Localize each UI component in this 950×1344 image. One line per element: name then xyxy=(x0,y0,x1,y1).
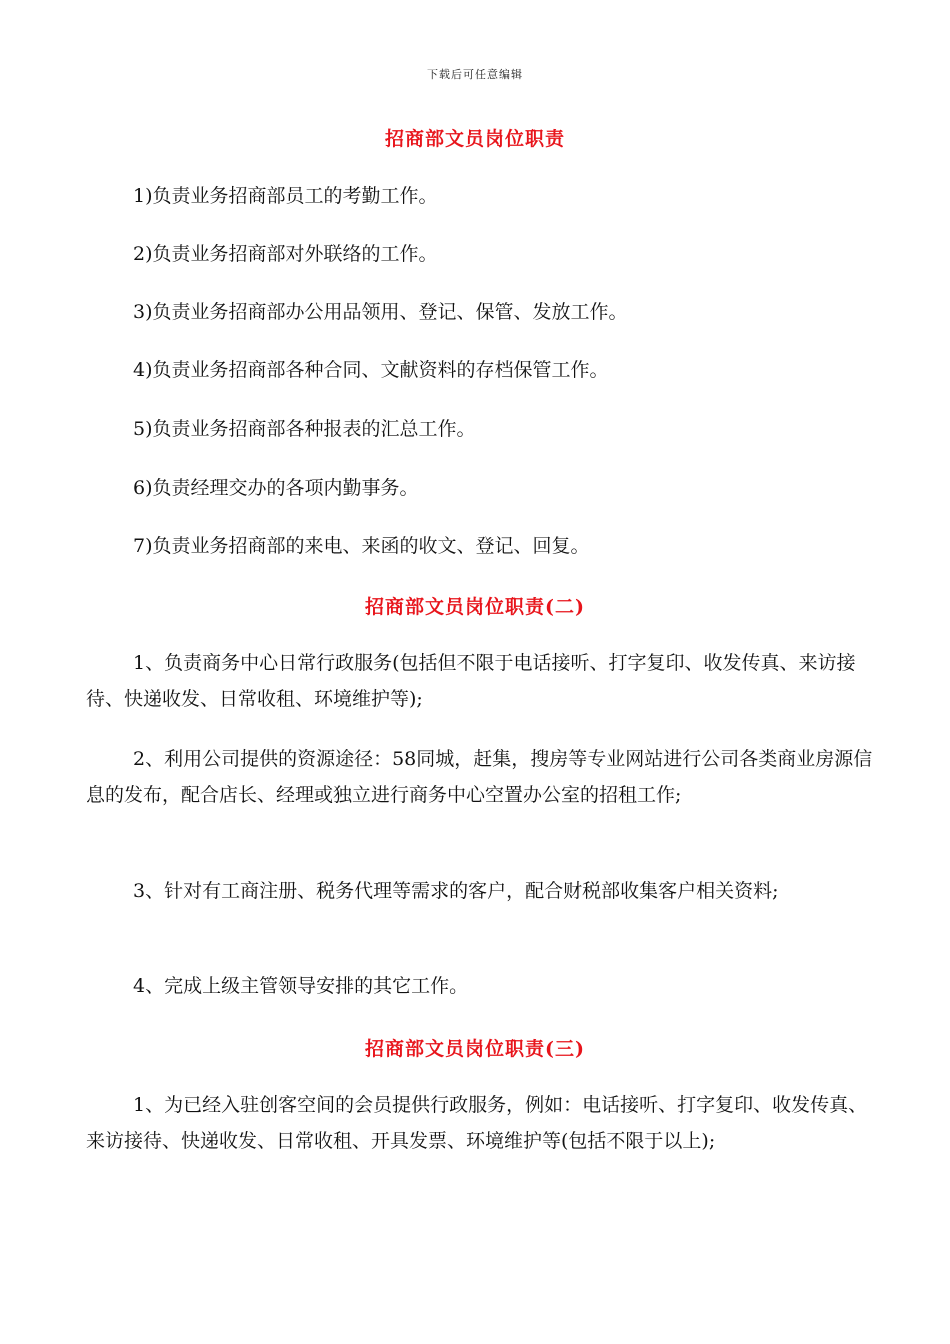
paragraph: 4、完成上级主管领导安排的其它工作。 xyxy=(133,975,469,997)
list-item: 2)负责业务招商部对外联络的工作。 xyxy=(133,243,438,265)
section-title: 招商部文员岗位职责(三) xyxy=(365,1038,585,1060)
list-item: 3)负责业务招商部办公用品领用、登记、保管、发放工作。 xyxy=(133,301,628,323)
list-item: 7)负责业务招商部的来电、来函的收文、登记、回复。 xyxy=(133,535,590,557)
list-item: 1)负责业务招商部员工的考勤工作。 xyxy=(133,185,438,207)
paragraph: 3、针对有工商注册、税务代理等需求的客户，配合财税部收集客户相关资料; xyxy=(133,880,779,902)
paragraph: 1、负责商务中心日常行政服务(包括但不限于电话接听、打字复印、收发传真、来访接待、快递收发、日常收租、环境维护等); xyxy=(86,652,856,710)
section-title: 招商部文员岗位职责 xyxy=(384,128,565,150)
list-item: 5)负责业务招商部各种报表的汇总工作。 xyxy=(133,418,476,440)
list-item: 4)负责业务招商部各种合同、文献资料的存档保管工作。 xyxy=(133,359,609,381)
section-title: 招商部文员岗位职责(二) xyxy=(365,596,585,618)
list-item: 6)负责经理交办的各项内勤事务。 xyxy=(133,477,419,499)
header-note: 下载后可任意编辑 xyxy=(427,68,523,81)
paragraph: 2、利用公司提供的资源途径：58同城，赶集，搜房等专业网站进行公司各类商业房源信息的发布，配合店长、经理或独立进行商务中心空置办公室的招租工作; xyxy=(86,748,873,806)
paragraph: 1、为已经入驻创客空间的会员提供行政服务，例如：电话接听、打字复印、收发传真、来访接待、快递收发、日常收租、开具发票、环境维护等(包括不限于以上); xyxy=(86,1094,868,1152)
